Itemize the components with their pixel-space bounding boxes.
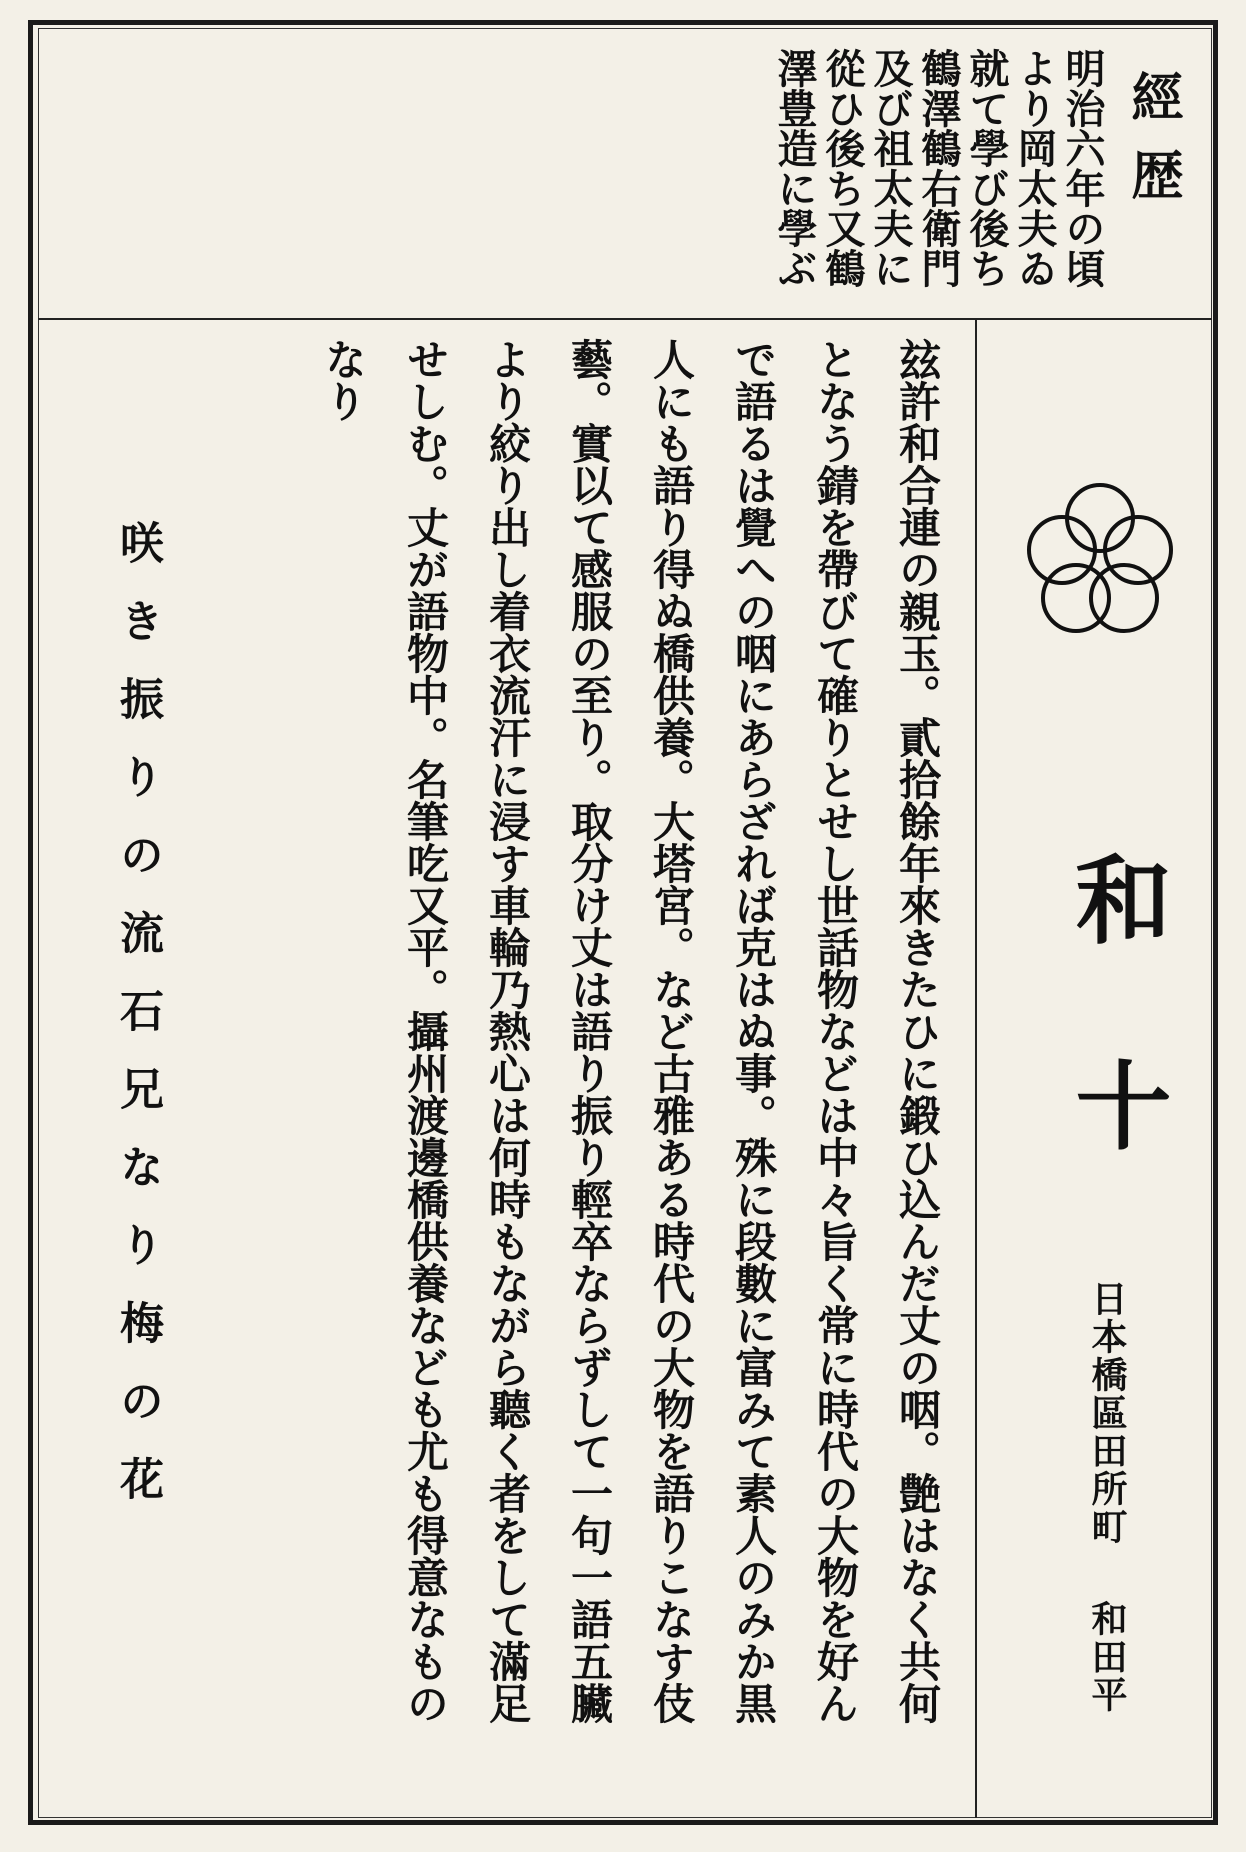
keireki-line: より岡太夫ゐ (1011, 48, 1058, 288)
keireki-line: 及び祖太夫に (867, 48, 914, 288)
main-text-line: となう錆を帶びて確りとせし世話物などは中々旨く常に時代の大物を好ん (811, 338, 860, 1724)
main-text-line: 人にも語り得ぬ橋供養。大塔宮。など古雅ある時代の大物を語りこなす伎 (647, 338, 696, 1724)
column-divider (975, 320, 977, 1818)
main-text (302, 338, 958, 1798)
keireki-line: 從ひ後ち又鶴 (819, 48, 866, 288)
keireki-line: 就て學び後ち (963, 48, 1010, 288)
main-text-line: 藝。實以て感服の至り。取分け丈は語り振り輕卒ならずして一句一語五臟 (565, 338, 614, 1724)
main-text-line: 玆許和合連の親玉。貳拾餘年來きたひに鍛ひ込んだ丈の咽。艶はなく共何 (893, 338, 942, 1724)
header-divider (38, 318, 1212, 320)
performer-name: 和十 (1060, 850, 1173, 1262)
main-text-line: で語るは覺への咽にあらざれば克はぬ事。殊に段數に富みて素人のみか黒 (729, 338, 778, 1724)
main-text-line: なり (319, 338, 368, 422)
performer-real-name: 和田平 (1086, 1600, 1128, 1714)
family-crest-icon (1020, 480, 1180, 640)
keireki-title: 經歴 (1122, 70, 1183, 226)
main-text-line: せしむ。丈が語物中。名筆吃又平。攝州渡邊橋供養なども尤も得意なもの (401, 338, 450, 1724)
keireki-line: 明治六年の頃 (1059, 48, 1106, 288)
main-text-line: より絞り出し着衣流汗に浸す車輪乃熱心は何時もながら聽く者をして滿足 (483, 338, 532, 1724)
keireki-line: 澤豊造に學ぶ (771, 48, 818, 288)
keireki-body (770, 48, 1106, 308)
haiku-poem: 咲き振りの流石兄なり梅の花 (112, 520, 163, 1534)
keireki-line: 鶴澤鶴右衛門 (915, 48, 962, 288)
performer-address: 日本橋區田所町 (1086, 1280, 1128, 1546)
